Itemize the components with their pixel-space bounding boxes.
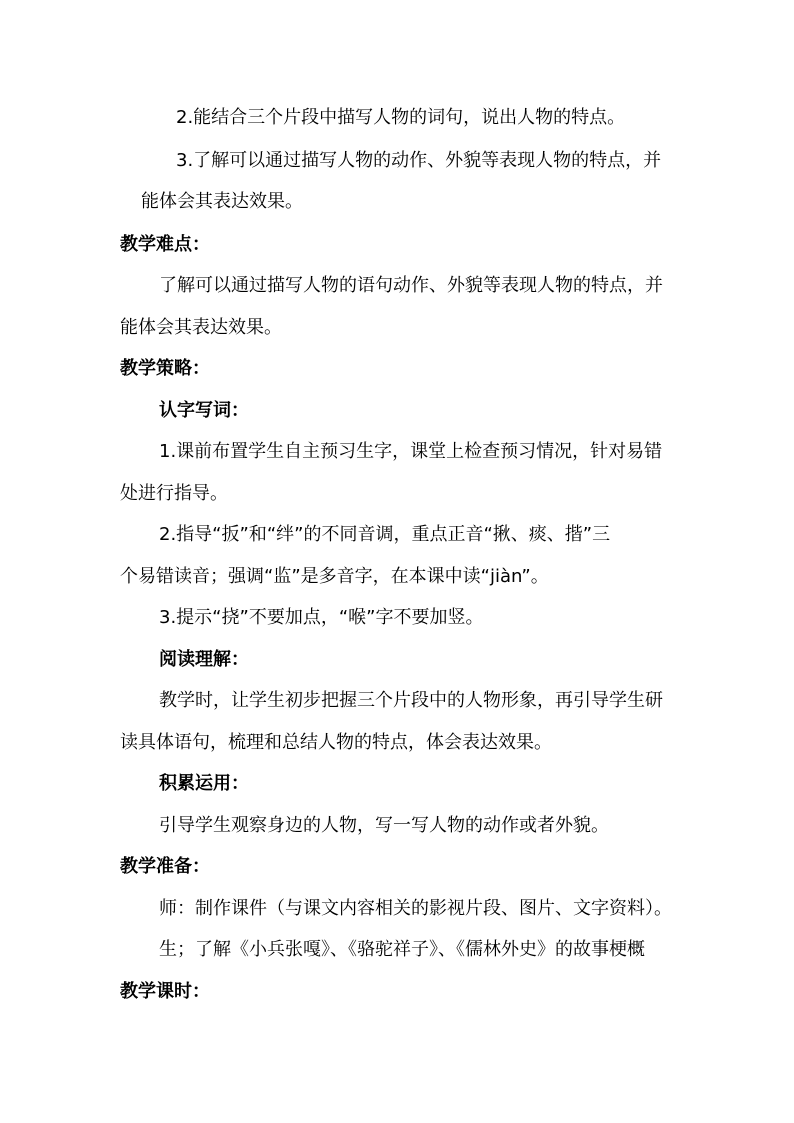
word-item-1-line-1: 1.课前布置学生自主预习生字，课堂上检查预习情况，针对易错	[159, 441, 663, 462]
subheading-word-learning: 认字写词：	[159, 400, 249, 421]
heading-teaching-preparation: 教学准备：	[120, 856, 210, 877]
difficulty-line-2: 能体会其表达效果。	[120, 317, 282, 338]
heading-teaching-periods: 教学课时：	[120, 981, 210, 1002]
reading-line-2: 读具体语句，梳理和总结人物的特点，体会表达效果。	[120, 732, 552, 753]
difficulty-line-1: 了解可以通过描写人物的语句动作、外貌等表现人物的特点，并	[159, 275, 663, 296]
subheading-reading-comprehension: 阅读理解：	[159, 649, 249, 670]
word-item-2-line-2: 个易错读音；强调“监”是多音字，在本课中读“jiàn”。	[120, 566, 549, 587]
objective-2: 2.能结合三个片段中描写人物的词句，说出人物的特点。	[176, 107, 626, 128]
heading-teaching-strategy: 教学策略：	[120, 358, 210, 379]
preparation-student: 生；了解《小兵张嘎》、《骆驼祥子》、《儒林外史》的故事梗概	[159, 939, 645, 960]
preparation-teacher: 师：制作课件（与课文内容相关的影视片段、图片、文字资料）。	[159, 898, 672, 919]
application-line: 引导学生观察身边的人物，写一写人物的动作或者外貌。	[159, 815, 609, 836]
subheading-accumulation-application: 积累运用：	[159, 773, 249, 794]
word-item-3: 3.提示“挠”不要加点，“喉”字不要加竖。	[159, 607, 484, 628]
heading-teaching-difficulty: 教学难点：	[120, 234, 210, 255]
word-item-2-line-1: 2.指导“扳”和“绊”的不同音调，重点正音“揪、痰、揩”三	[159, 524, 611, 545]
reading-line-1: 教学时，让学生初步把握三个片段中的人物形象，再引导学生研	[159, 690, 663, 711]
objective-3-line-2: 能体会其表达效果。	[141, 191, 303, 212]
word-item-1-line-2: 处进行指导。	[120, 483, 228, 504]
objective-3-line-1: 3.了解可以通过描写人物的动作、外貌等表现人物的特点，并	[176, 150, 662, 171]
